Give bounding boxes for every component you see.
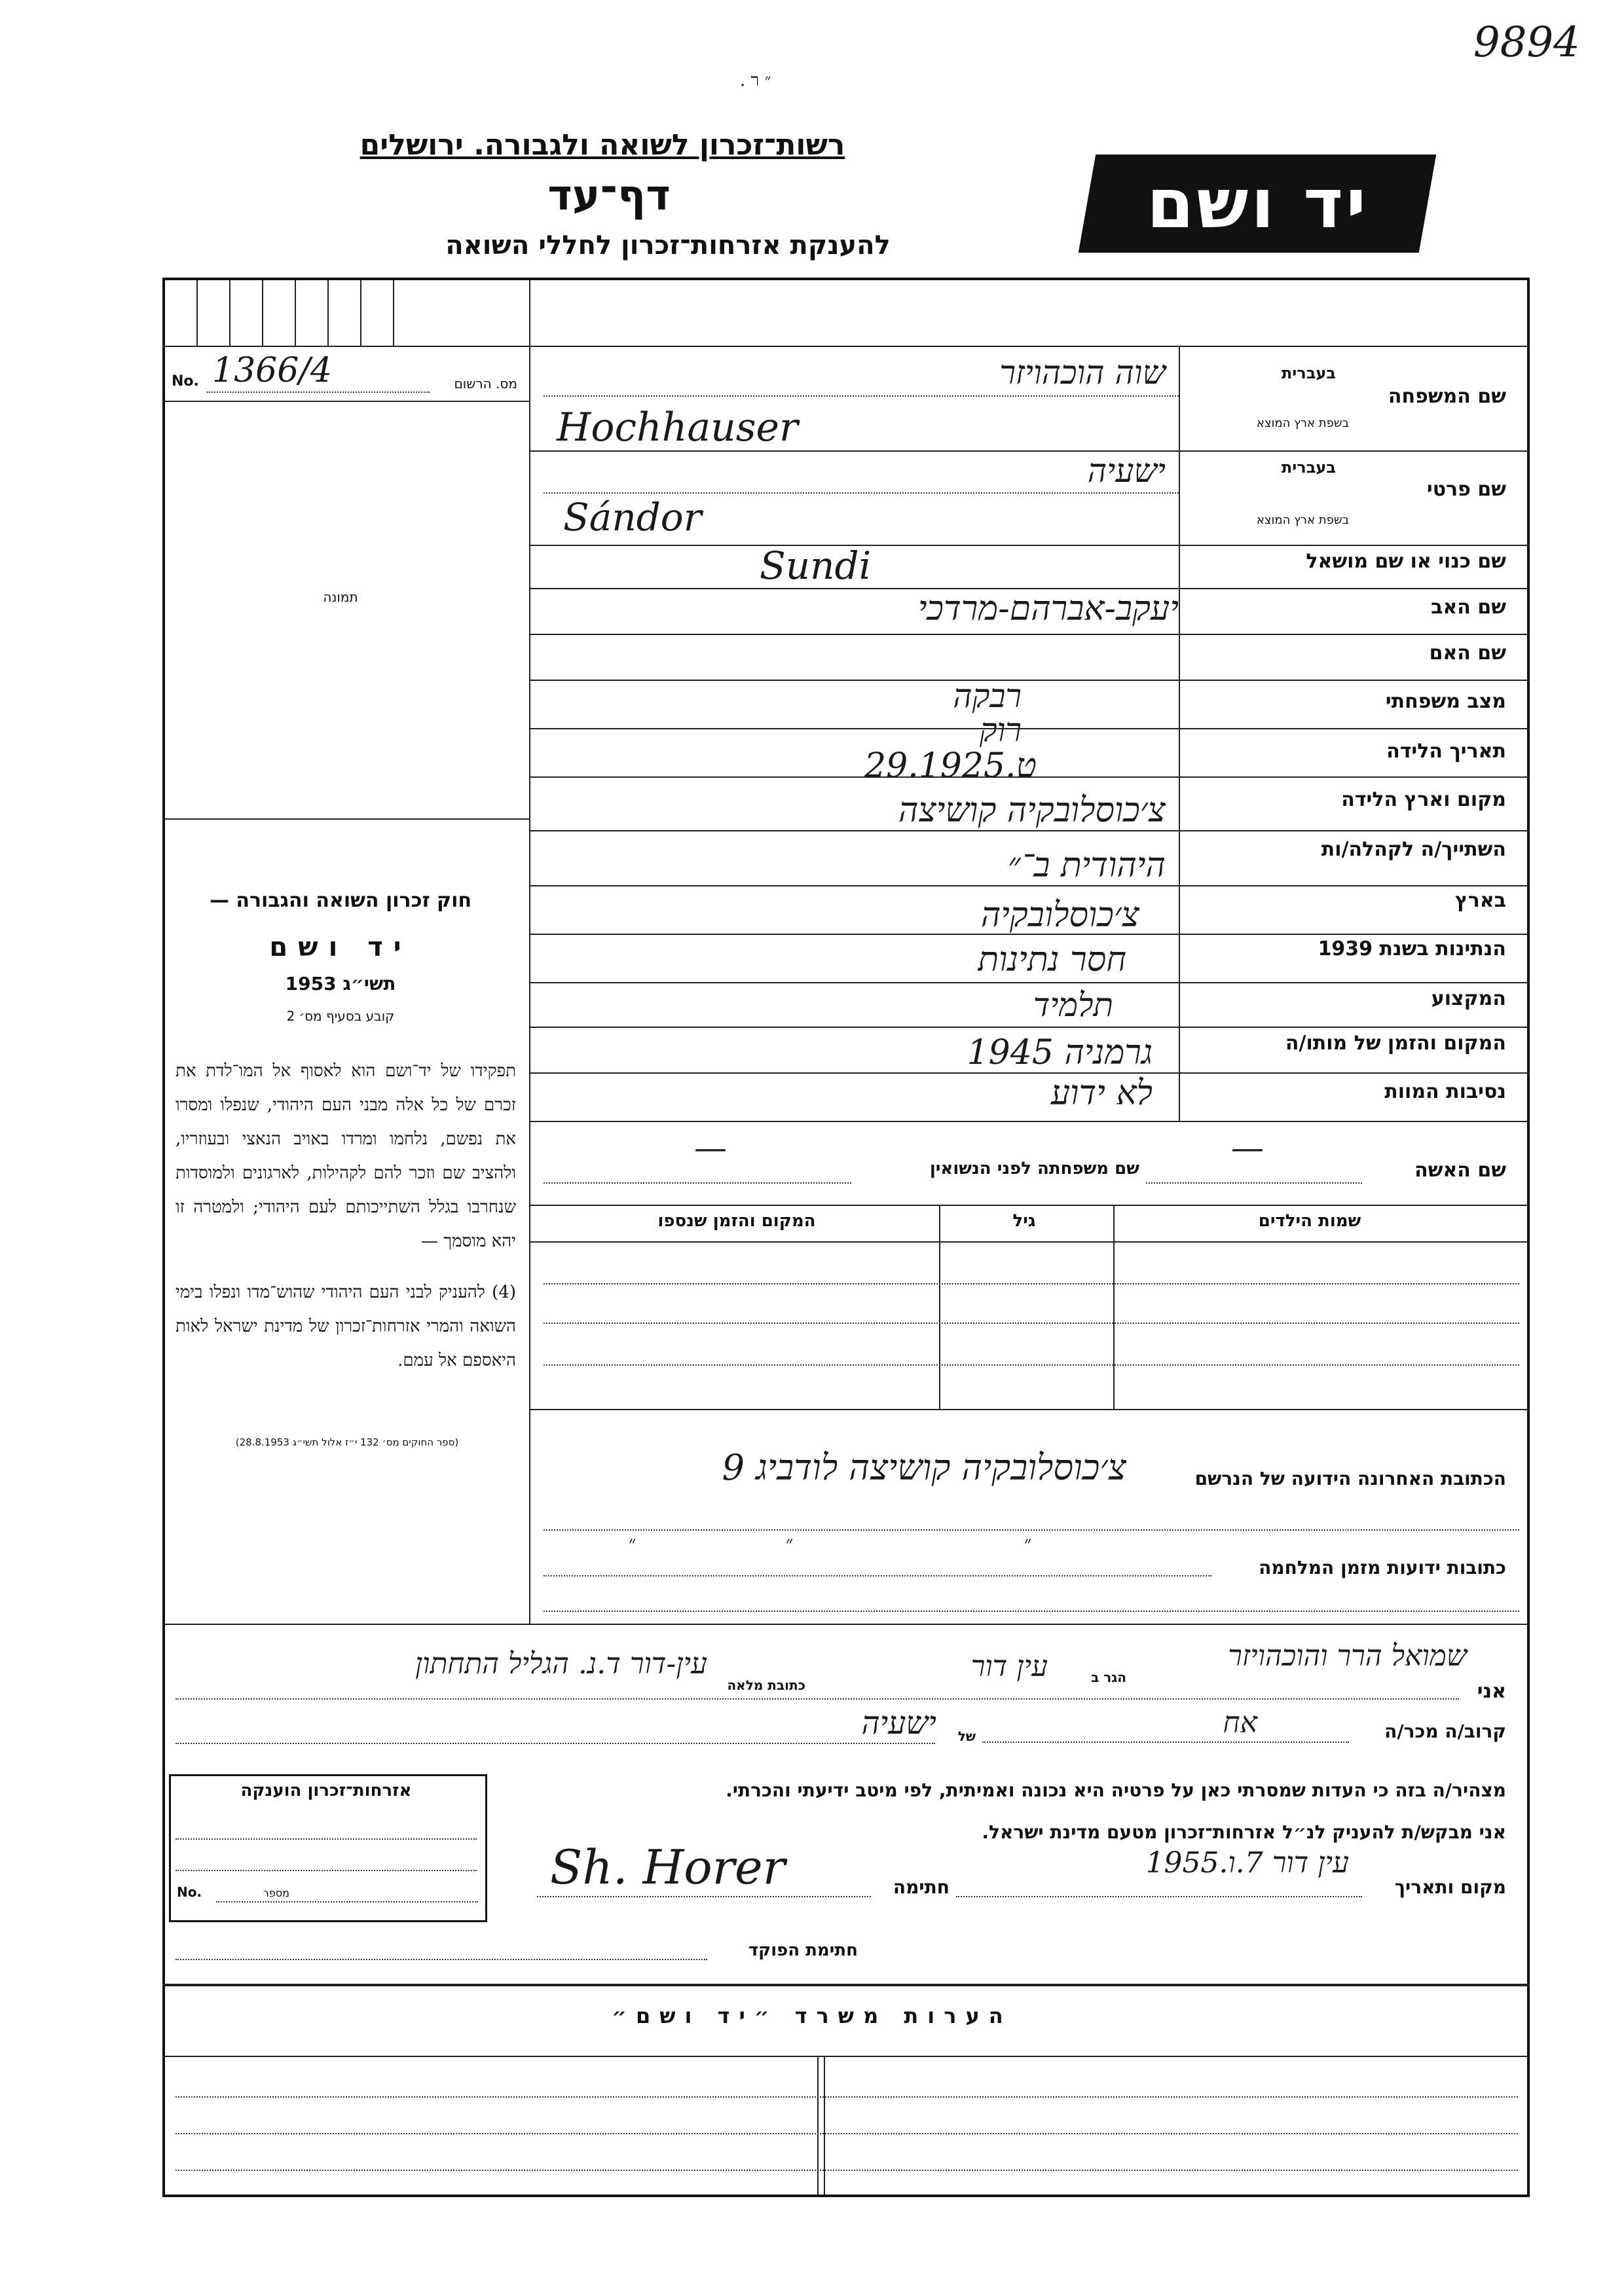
- marital-value: רוק: [979, 711, 1022, 749]
- citizenship-no-label: No.: [177, 1884, 202, 1900]
- declaration-text: מצהיר/ה בזה כי העדות שמסרתי כאן על פרטיה היא נכונה ואמיתית, לפי מיטב ידיעתי והכרתי.: [726, 1779, 1506, 1801]
- wife-label: שם האשה: [1414, 1159, 1506, 1182]
- family-name-orig-sub: בשפת ארץ המוצא: [1256, 416, 1349, 430]
- citizenship-box-title: אזרחות־זכרון הוענקה: [240, 1781, 412, 1800]
- form-subtitle: להענקת אזרחות־זכרון לחללי השואה: [445, 230, 891, 261]
- law-paragraph-1: תפקידו של יד־ושם הוא לאסוף אל המו־לדת את זכרם של כל אלה מבני העם היהודי, שנפלו ומסרו את נפשם, נלחמו ומרדו באויב הנאצי ובעוזריו, ולהציב שם וזכר להם לקהילות, לארגונים ולמוסדות שנחרבו בגלל השתייכותם לעם היהודי; ולמטרה זו יהא מוסמך —: [175, 1061, 516, 1251]
- family-name-label: שם המשפחה: [1388, 385, 1506, 408]
- law-heading: חוק זכרון השואה והגבורה —: [209, 889, 472, 912]
- children-header-age: גיל: [1012, 1211, 1036, 1231]
- family-name-heb: שוה הוכהויזר: [999, 354, 1166, 392]
- profession-value: תלמיד: [1033, 986, 1113, 1024]
- circumstances-value: לא ידוע: [1050, 1074, 1153, 1113]
- war-address-ditto-1: ״: [629, 1532, 637, 1555]
- registration-number: 1366/4: [212, 351, 332, 390]
- circumstances-label: נסיבות המוות: [1384, 1080, 1506, 1103]
- declarant-city: עין דור: [970, 1650, 1048, 1683]
- first-name-heb: ישעיה: [1087, 452, 1166, 490]
- nickname-value: Sundi: [760, 543, 872, 588]
- law-section: קובע בסעיף מס׳ 2: [286, 1008, 395, 1024]
- place-date-value: עין דור 7.ו.1955: [1145, 1846, 1349, 1880]
- mother-value: רבקה: [953, 677, 1022, 715]
- signature-value: Sh. Horer: [550, 1840, 786, 1895]
- declarant-name: שמואל הרר והוכהויזר: [1228, 1639, 1467, 1673]
- wife-value: —: [1231, 1129, 1264, 1167]
- first-name-orig-sub: בשפת ארץ המוצא: [1256, 513, 1349, 527]
- relation-of-label: של: [957, 1728, 976, 1744]
- top-marks: . ״ ר: [740, 71, 771, 90]
- logo-text: יד ושם: [1146, 164, 1369, 244]
- birth-date-value: 29.ט.1925: [864, 746, 1037, 786]
- birth-place-label: מקום וארץ הלידה: [1341, 788, 1506, 811]
- birth-date-label: תאריך הלידה: [1386, 740, 1506, 763]
- declarant-full-address-label: כתובת מלאה: [727, 1677, 805, 1693]
- officer-signature-label: חתימת הפוקד: [748, 1941, 858, 1960]
- archive-number: 9894: [1473, 18, 1580, 67]
- remarks-heading: הערות משרד ״יד ושם״: [612, 2003, 1012, 2028]
- war-address-label: כתובות ידועות מזמן המלחמה: [1259, 1557, 1506, 1578]
- declarant-ani: אני: [1477, 1680, 1506, 1703]
- last-address-label: הכתובת האחרונה הידועה של הנרשם: [1194, 1468, 1506, 1489]
- relation-label: קרוב/ה מכר/ה: [1384, 1721, 1506, 1742]
- father-label: שם האב: [1431, 596, 1506, 619]
- wife-maiden-label: שם משפחתה לפני הנשואין: [929, 1159, 1139, 1178]
- registration-no-label: No.: [172, 373, 199, 390]
- birth-place-value: צ׳כוסלובקיה קושיצה: [898, 791, 1166, 830]
- relation-of-value: ישעיה: [861, 1705, 936, 1741]
- org-name: רשות־זכרון לשואה ולגבורה. ירושלים: [360, 128, 845, 162]
- death-value: גרמניה 1945: [967, 1033, 1153, 1072]
- death-label: המקום והזמן של מותו/ה: [1285, 1032, 1506, 1055]
- family-name-heb-sub: בעברית: [1281, 364, 1336, 382]
- community-label: השתייך/ה לקהלה/ות: [1321, 838, 1506, 861]
- father-value: יעקב-אברהם-מרדכי: [917, 589, 1179, 629]
- family-name-orig: Hochhauser: [557, 405, 798, 450]
- law-paragraph-2: (4) להעניק לבני העם היהודי שהוש־מדו ונפלו בימי השואה והמרי אזרחות־זכרון של מדינת ישראל לאות היאספם אל עמם.: [175, 1283, 516, 1370]
- wife-maiden-value: —: [694, 1129, 727, 1167]
- declarant-city-label: הגר ב: [1091, 1669, 1126, 1685]
- last-address-value: צ׳כוסלובקיה קושיצה לודביג 9: [722, 1447, 1126, 1488]
- citizenship-no-label-he: מספר: [263, 1887, 289, 1899]
- country-value: צ׳כוסלובקיה: [980, 896, 1139, 935]
- first-name-orig: Sándor: [563, 495, 702, 539]
- war-address-ditto-2: ״: [786, 1532, 794, 1555]
- nationality-value: חסר נתינות: [978, 940, 1126, 979]
- law-source: (ספר החוקים מס׳ 132 י״ז אלול תשי״ג 28.8.1953): [235, 1436, 459, 1448]
- war-address-ditto-3: ״: [1024, 1532, 1032, 1555]
- declarant-full-address: עין-דור ד.נ. הגליל התחתון: [415, 1647, 707, 1681]
- marital-label: מצב משפחתי: [1385, 690, 1506, 713]
- request-text: אני מבקש/ת להעניק לנ״ל אזרחות־זכרון מטעם מדינת ישראל.: [982, 1821, 1506, 1843]
- law-name: יד ושם: [269, 932, 412, 962]
- nickname-label: שם כנוי או שם מושאל: [1306, 550, 1506, 573]
- place-date-label: מקום ותאריך: [1394, 1876, 1506, 1898]
- children-header-place: המקום והזמן שנספו: [657, 1211, 816, 1231]
- first-name-heb-sub: בעברית: [1281, 458, 1336, 477]
- profession-label: המקצוע: [1431, 987, 1506, 1010]
- form-title: דף־עד: [547, 172, 671, 220]
- children-header-names: שמות הילדים: [1258, 1211, 1361, 1231]
- yad-vashem-logo: [1079, 155, 1436, 253]
- mother-label: שם האם: [1429, 642, 1506, 665]
- first-name-label: שם פרטי: [1426, 478, 1506, 501]
- photo-label: תמונה: [323, 589, 358, 605]
- nationality-label: הנתינות בשנת 1939: [1318, 938, 1506, 960]
- relation-value: אח: [1223, 1706, 1257, 1740]
- community-value: היהודית ב־״: [1007, 846, 1166, 885]
- country-label: בארץ: [1454, 889, 1506, 912]
- signature-label: חתימה: [893, 1876, 950, 1898]
- registration-label: מס. הרשום: [454, 376, 517, 392]
- law-year: תשי״ג 1953: [285, 973, 396, 994]
